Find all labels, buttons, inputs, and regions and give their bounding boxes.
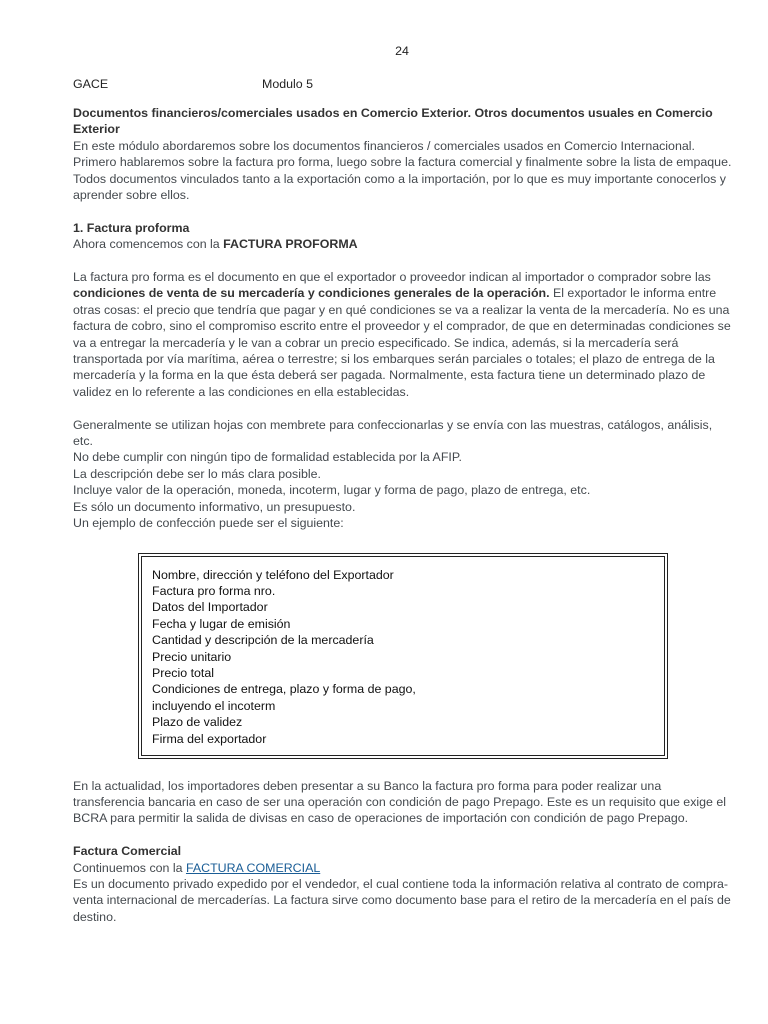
section1-paragraph: La factura pro forma es el documento en que el exportador o proveedor indican al importador o comprador sobre las condiciones de venta de su mercadería y condiciones generales de la operación. El exportador le informa entre otras cosas: el precio que tendría que pagar y en qué condiciones se va a realizar la venta de la mercadería. No es una factura de cobro, sino el compromiso escrito entre el proveedor y el comprador, de que en determinadas condiciones se va a entregar la mercadería y le van a cobrar un precio especificado. Se indica, además, si la mercadería será transportada por vía marítima, aérea o terrestre; si los embarques serán parciales o totales; el plazo de entrega de la mercadería y la forma en la que ésta deberá ser pagada. Normalmente, esta factura tiene un determinado plazo de validez en lo referente a las condiciones en ella establecidas. <box>73 270 731 399</box>
header-module: Modulo 5 <box>262 77 313 91</box>
section2-heading: Factura Comercial <box>73 844 182 859</box>
document-body <box>73 105 733 925</box>
box-item: Factura pro forma nro. <box>152 583 276 598</box>
page-number: 24 <box>395 44 409 58</box>
box-item: Cantidad y descripción de la mercadería <box>152 633 374 648</box>
factura-comercial-link[interactable]: FACTURA COMERCIAL <box>185 860 321 875</box>
box-item: Fecha y lugar de emisión <box>152 616 291 631</box>
section1-line: No debe cumplir con ningún tipo de formalidad establecida por la AFIP. <box>73 450 462 465</box>
section1-line: La descripción debe ser lo más clara posible. <box>73 466 321 481</box>
intro-paragraph: En este módulo abordaremos sobre los documentos financieros / comerciales usados en Comercio Internacional. Primero hablaremos sobre la factura pro forma, luego sobre la factura comercial y finalmente sobre la lista de empaque. Todos documentos vinculados tanto a la exportación como a la importación, por lo que es muy importante conocerlos y aprender sobre ellos. <box>73 138 732 203</box>
proforma-example-box <box>138 553 668 759</box>
box-item: Nombre, dirección y teléfono del Exportador <box>152 567 394 582</box>
running-header <box>73 76 313 92</box>
section2-paragraph: Es un documento privado expedido por el vendedor, el cual contiene toda la información relativa al contrato de compra-venta internacional de mercaderías. La factura sirve como documento base para el retiro de la mercadería en el país de destino. <box>73 876 731 924</box>
prepago-paragraph: En la actualidad, los importadores deben presentar a su Banco la factura pro forma para poder realizar una transferencia bancaria en caso de ser una operación con condición de pago Prepago. Este es un requisito que exige el BCRA para permitir la salida de divisas en caso de operaciones de importación con condición de pago Prepago. <box>73 778 727 826</box>
box-item: Precio unitario <box>152 649 232 664</box>
box-item: Datos del Importador <box>152 600 268 615</box>
section1-line: Incluye valor de la operación, moneda, incoterm, lugar y forma de pago, plazo de entrega, etc. <box>73 483 591 498</box>
section1-line: Un ejemplo de confección puede ser el siguiente: <box>73 516 344 531</box>
box-item: Plazo de validez <box>152 715 243 730</box>
box-item: incluyendo el incoterm <box>152 698 276 713</box>
box-item: Precio total <box>152 665 214 680</box>
section2-lead: Continuemos con la FACTURA COMERCIAL <box>73 860 321 875</box>
section1-heading: 1. Factura proforma <box>73 220 190 235</box>
section1-line: Es sólo un documento informativo, un presupuesto. <box>73 499 356 514</box>
header-course: GACE <box>73 77 109 91</box>
document-title: Documentos financieros/comerciales usados en Comercio Exterior. Otros documentos usuales en Comercio Exterior <box>73 106 713 137</box>
section1-lead: Ahora comencemos con la FACTURA PROFORMA <box>73 237 358 252</box>
section1-line: Generalmente se utilizan hojas con membrete para confeccionarlas y se envía con las muestras, catálogos, análisis, etc. <box>73 417 713 449</box>
box-item: Firma del exportador <box>152 731 267 746</box>
box-item: Condiciones de entrega, plazo y forma de pago, <box>152 682 416 697</box>
proforma-example-list <box>141 556 665 756</box>
